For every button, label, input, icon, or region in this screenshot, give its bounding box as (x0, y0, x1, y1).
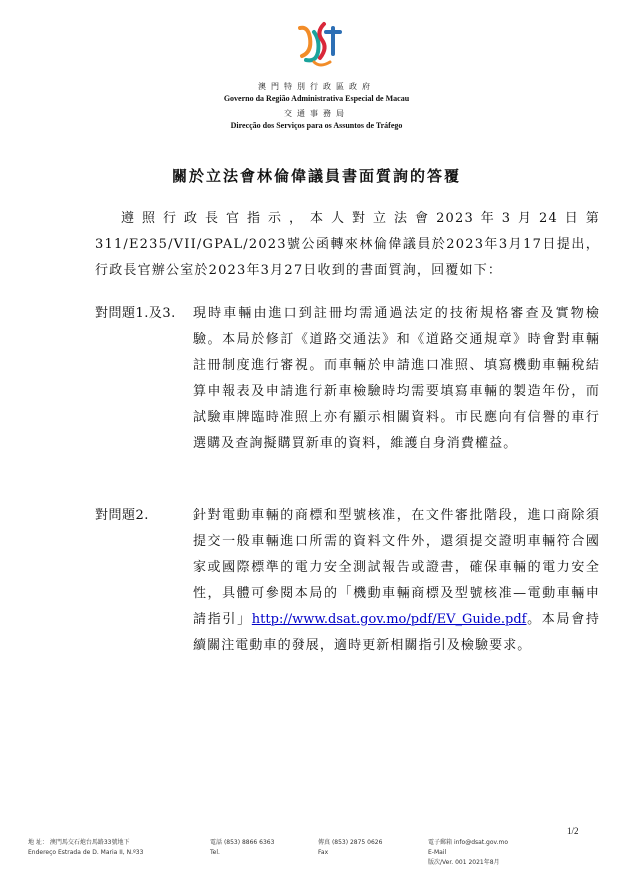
phone-label-pt: Tel. (210, 849, 220, 856)
email-label-pt: E-Mail (428, 849, 447, 856)
address-label-zh: 地 址： (28, 839, 48, 846)
footer-phone (210, 838, 274, 858)
version-date: 2021年8月 (468, 859, 500, 866)
department-name-zh: 交通事務局 (284, 109, 349, 118)
phone-number: (853) 8866 6363 (223, 839, 275, 846)
fax-number: (853) 2875 0626 (331, 839, 383, 846)
answer-body-q2 (193, 503, 600, 659)
email-label-zh: 電子郵箱 (428, 839, 453, 846)
department-name-pt: Direcção dos Serviços para os Assuntos de Tráfego (230, 121, 403, 130)
dsat-logo (294, 18, 342, 70)
answer-text-q2-part2: 。本局會持續關注電動車的發展，適時更新相關指引及檢驗要求。 (193, 612, 600, 653)
address-pt: Estrada de D. Maria II, N.º33 (58, 849, 144, 856)
fax-label-pt: Fax (318, 849, 329, 856)
government-name-zh: 澳門特別行政區政府 (258, 82, 375, 91)
version: 版次/Ver. 001 (428, 859, 467, 866)
email-address[interactable]: info@dsat.gov.mo (453, 839, 509, 846)
intro-text: 遵照行政長官指示，本人對立法會2023年3月24日第311/E235/VII/GPAL/2023號公函轉來林倫偉議員於2023年3月17日提出，行政長官辦公室於2023年3月27日收到的書面質詢，回覆如下： (95, 211, 600, 278)
address-zh: 澳門馬交石炮台馬路33號地下 (49, 839, 130, 846)
ev-guide-link[interactable]: http://www.dsat.gov.mo/pdf/EV_Guide.pdf (251, 612, 527, 627)
intro-paragraph (95, 206, 600, 284)
government-name-pt: Governo da Região Administrativa Especial de Macau (223, 94, 410, 103)
answer-label-q1-q3: 對問題1.及3. (95, 306, 176, 321)
address-label-pt: Endereço (28, 849, 57, 856)
answer-label-q2: 對問題2. (95, 508, 149, 523)
footer-fax (318, 838, 382, 858)
footer-email (428, 838, 508, 868)
footer-address (28, 838, 143, 858)
document-title: 關於立法會林倫偉議員書面質詢的答覆 (171, 167, 461, 185)
answer-text-q2-part1: 針對電動車輛的商標和型號核准，在文件審批階段，進口商除須提交一般車輛進口所需的資料文件外，還須提交證明車輛符合國家或國際標準的電力安全測試報告或證書，確保車輛的電力安全性，具體可參閱本局的「機動車輛商標及型號核准—電動車輛申請指引」 (193, 508, 600, 627)
page-number: 1/2 (567, 826, 579, 836)
phone-label-zh: 電話 (210, 839, 223, 846)
fax-label-zh: 傳真 (318, 839, 331, 846)
answer-text-q1-q3: 現時車輛由進口到註冊均需通過法定的技術規格審查及實物檢驗。本局於修訂《道路交通法》和《道路交通規章》時會對車輛註冊制度進行審視。而車輛於申請進口准照、填寫機動車輛稅結算申報表及申請進行新車檢驗時均需要填寫車輛的製造年份，而試驗車牌臨時准照上亦有顯示相關資料。市民應向有信譽的車行選購及查詢擬購買新車的資料，維護自身消費權益。 (193, 306, 600, 451)
